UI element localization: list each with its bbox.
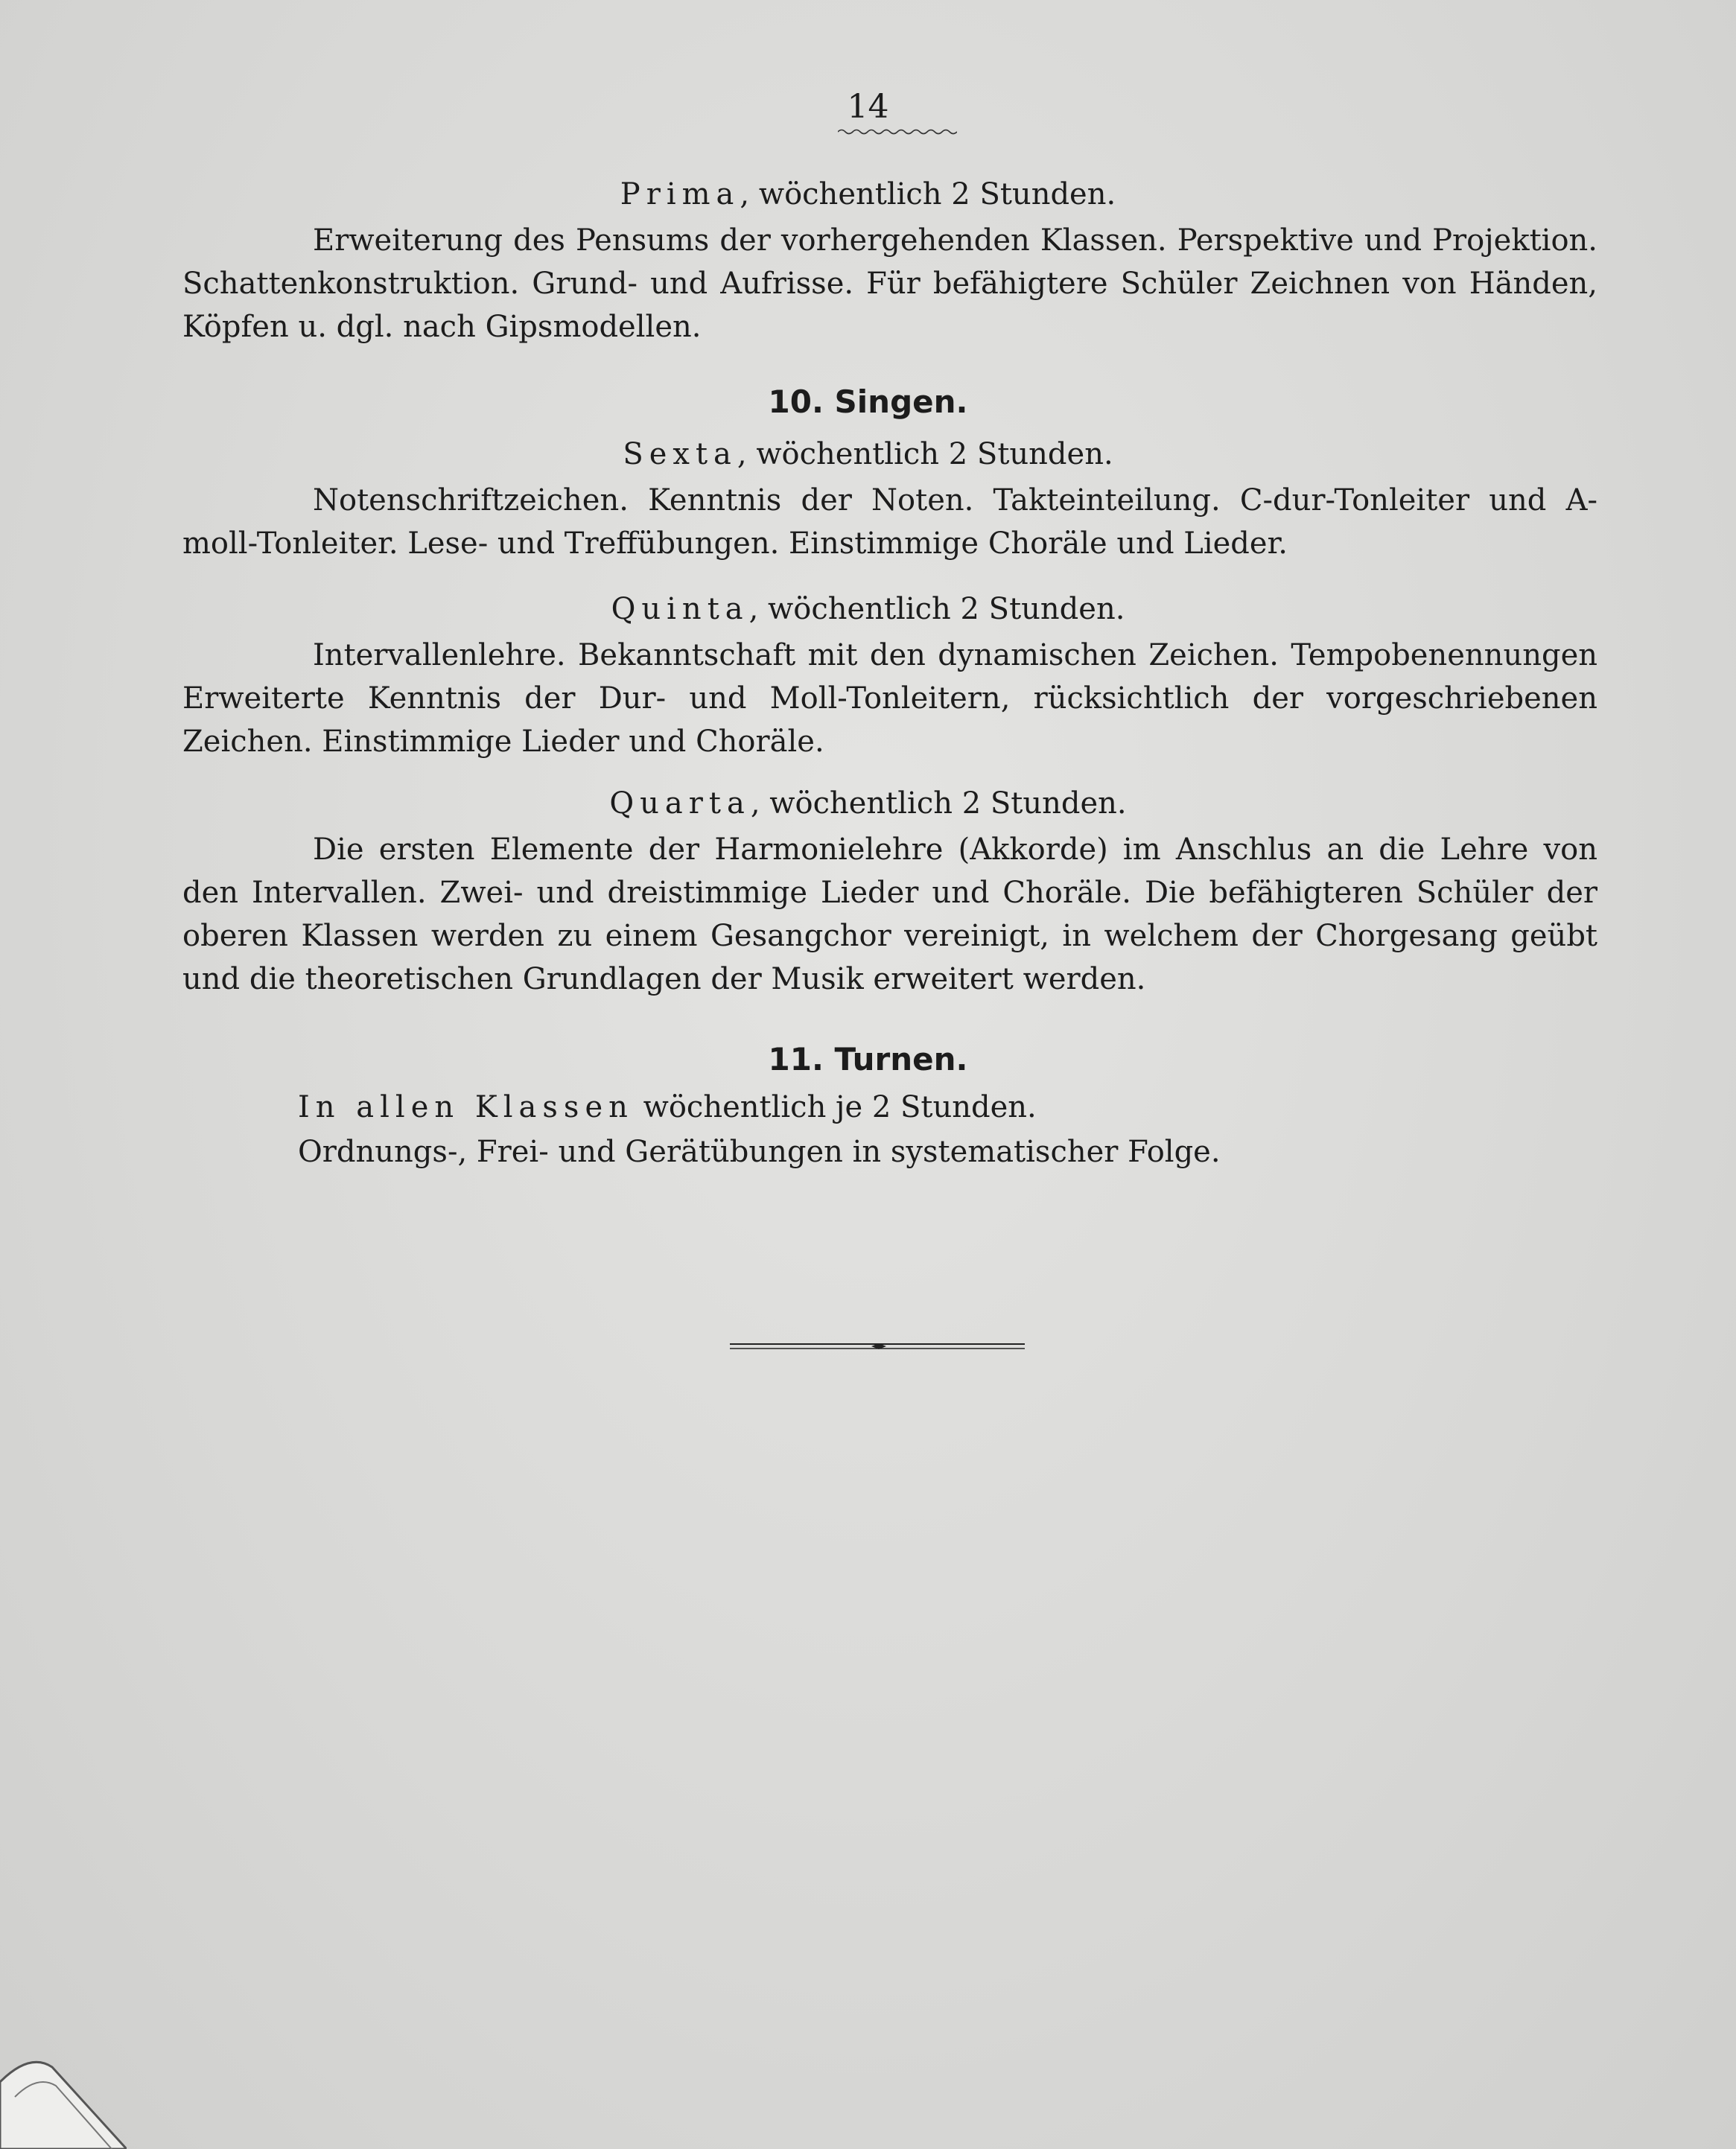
turnen-classes: In allen Klassen bbox=[298, 1090, 634, 1124]
quinta-class-name: Quinta bbox=[611, 592, 749, 626]
turnen-paragraph: Ordnungs-, Frei- und Gerätübungen in systematischer Folge. bbox=[298, 1135, 1221, 1169]
quinta-subheading: Quinta, wöchentlich 2 Stunden. bbox=[611, 592, 1125, 626]
quarta-paragraph: Die ersten Elemente der Harmonielehre (Akkorde) im Anschlus an die Lehre von den Intervallen. Zwei- und dreistimmige Lieder und Choräle. Die befähigteren Schüler der oberen Klassen werden zu einem Gesangchor vereinigt, in welchem der Chorgesang geübt und die theoretischen Grundlagen der Musik erweitert werden. bbox=[182, 832, 1597, 996]
sexta-hours: wöchentlich 2 Stunden. bbox=[756, 437, 1113, 471]
quinta-hours: wöchentlich 2 Stunden. bbox=[768, 592, 1125, 626]
page-corner-fold bbox=[0, 2052, 127, 2149]
sexta-subheading: Sexta, wöchentlich 2 Stunden. bbox=[623, 437, 1113, 471]
prima-subheading: Prima, wöchentlich 2 Stunden. bbox=[620, 177, 1116, 211]
sexta-paragraph: Notenschriftzeichen. Kenntnis der Noten. Takteinteilung. C-dur-Tonleiter und A-moll-Tonleiter. Lese- und Treffübungen. Einstimmige Choräle und Lieder. bbox=[182, 483, 1597, 561]
prima-class-name: Prima bbox=[620, 177, 740, 211]
turnen-heading: 11. Turnen. bbox=[768, 1041, 968, 1077]
singen-heading: 10. Singen. bbox=[768, 383, 968, 420]
quarta-class-name: Quarta bbox=[609, 786, 751, 821]
page-number: 14 bbox=[847, 88, 889, 126]
prima-hours: wöchentlich 2 Stunden. bbox=[758, 177, 1116, 211]
end-double-rule bbox=[730, 1340, 1025, 1352]
quinta-paragraph: Intervallenlehre. Bekanntschaft mit den dynamischen Zeichen. Tempobenennungen Erweiterte Kenntnis der Dur- und Moll-Tonleitern, rücksichtlich der vorgeschriebenen Zeichen. Einstimmige Lieder und Choräle. bbox=[182, 638, 1597, 759]
prima-paragraph: Erweiterung des Pensums der vorhergehenden Klassen. Perspektive und Projektion. Schattenkonstruktion. Grund- und Aufrisse. Für befähigtere Schüler Zeichnen von Händen, Köpfen u. dgl. nach Gipsmodellen. bbox=[182, 223, 1597, 344]
sexta-class-name: Sexta bbox=[623, 437, 737, 471]
turnen-hours: wöchentlich je 2 Stunden. bbox=[643, 1090, 1037, 1124]
quarta-hours: wöchentlich 2 Stunden. bbox=[769, 786, 1127, 821]
page-number-wavy-rule bbox=[838, 128, 957, 136]
turnen-hours-line bbox=[298, 1090, 1037, 1124]
quarta-subheading: Quarta, wöchentlich 2 Stunden. bbox=[609, 786, 1127, 821]
